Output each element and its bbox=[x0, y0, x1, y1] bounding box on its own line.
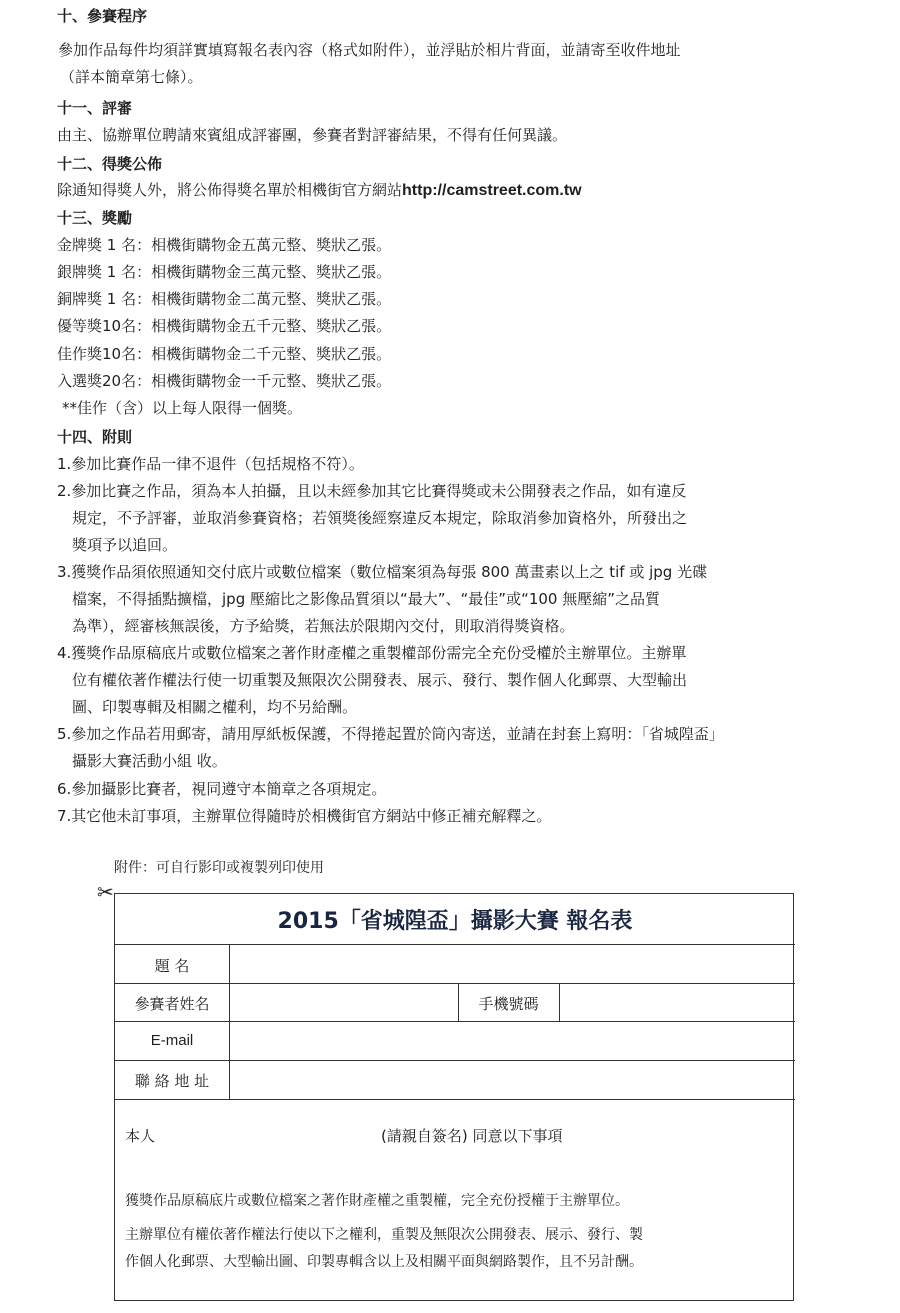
form-title: 2015「省城隍盃」攝影大賽 報名表 bbox=[277, 909, 633, 934]
award-honorable: 佳作獎10名：相機街購物金二千元整、獎狀乙張。 bbox=[57, 345, 392, 363]
form-rule bbox=[115, 983, 795, 984]
consent-clause-1: 獲獎作品原稿底片或數位檔案之著作財產權之重製權，完全充份授權于主辦單位。 bbox=[125, 1193, 629, 1209]
phone-field[interactable] bbox=[561, 985, 793, 1020]
section-heading-awards: 十三、獎勵 bbox=[57, 209, 133, 227]
form-rule bbox=[115, 1099, 795, 1100]
email-field[interactable] bbox=[231, 1023, 793, 1059]
section-heading-rules: 十四、附則 bbox=[57, 428, 133, 446]
rule-line-12: 攝影大賽活動小組 收。 bbox=[72, 752, 227, 770]
rule-line-5: 3.獲獎作品須依照通知交付底片或數位檔案（數位檔案須為每張 800 萬畫素以上之 tif 或 jpg 光碟 bbox=[57, 563, 708, 581]
rule-line-13: 6.參加攝影比賽者，視同遵守本簡章之各項規定。 bbox=[57, 780, 387, 798]
label-title: 題 名 bbox=[154, 957, 190, 975]
award-gold: 金牌獎 1 名：相機街購物金五萬元整、獎狀乙張。 bbox=[57, 236, 392, 254]
awards-note: **佳作（含）以上每人限得一個獎。 bbox=[62, 399, 303, 417]
form-rule bbox=[115, 944, 795, 945]
form-rule bbox=[115, 1021, 795, 1022]
section-heading-procedure: 十、參賽程序 bbox=[57, 7, 148, 25]
consent-signature-label: (請親自簽名) 同意以下事項 bbox=[381, 1127, 563, 1145]
name-field[interactable] bbox=[231, 985, 457, 1020]
form-rule bbox=[559, 983, 560, 1021]
address-field[interactable] bbox=[231, 1062, 793, 1098]
consent-clause-2-line-1: 主辦單位有權依著作權法行使以下之權利，重製及無限次公開發表、展示、發行、製 bbox=[125, 1227, 643, 1243]
rule-line-2: 2.參加比賽之作品，須為本人拍攝，且以未經參加其它比賽得獎或未公開發表之作品，如有違反 bbox=[57, 482, 687, 500]
rule-line-6: 檔案，不得插點擴檔，jpg 壓縮比之影像品質須以“最大”、“最佳”或“100 無壓縮”之品質 bbox=[72, 590, 661, 608]
section-heading-judging: 十一、評審 bbox=[57, 99, 133, 117]
consent-clause-2-line-2: 作個人化郵票、大型輸出圖、印製專輯含以上及相關平面與網路製作，且不另計酬。 bbox=[125, 1254, 643, 1270]
rule-line-9: 位有權依著作權法行使一切重製及無限次公開發表、展示、發行、製作個人化郵票、大型輸出 bbox=[72, 671, 688, 689]
label-address: 聯 絡 地 址 bbox=[134, 1072, 210, 1090]
scissors-icon: ✂ bbox=[97, 880, 114, 904]
judging-line-1: 由主、協辦單位聘請來賓組成評審團，參賽者對評審結果，不得有任何異議。 bbox=[57, 126, 568, 144]
rule-line-3: 規定，不予評審，並取消參賽資格；若領獎後經察違反本規定，除取消參加資格外，所發出之 bbox=[72, 509, 688, 527]
rule-line-4: 獎項予以追回。 bbox=[72, 536, 178, 554]
label-phone: 手機號碼 bbox=[478, 995, 539, 1013]
rule-line-10: 圖、印製專輯及相關之權利，均不另給酬。 bbox=[72, 698, 358, 716]
award-excellence: 優等獎10名：相機街購物金五千元整、獎狀乙張。 bbox=[57, 317, 392, 335]
award-bronze: 銅牌獎 1 名：相機街購物金二萬元整、獎狀乙張。 bbox=[57, 290, 392, 308]
rule-line-8: 4.獲獎作品原稿底片或數位檔案之著作財產權之重製權部份需完全充份受權於主辦單位。主辦單 bbox=[57, 644, 687, 662]
section-heading-announcement: 十二、得獎公佈 bbox=[57, 155, 163, 173]
procedure-line-2: （詳本簡章第七條）。 bbox=[60, 68, 203, 86]
procedure-line-1: 參加作品每件均須詳實填寫報名表內容（格式如附件），並浮貼於相片背面，並請寄至收件地址 bbox=[58, 41, 681, 59]
form-rule bbox=[229, 944, 230, 1099]
label-email: E-mail bbox=[150, 1032, 194, 1049]
rule-line-14: 7.其它他未訂事項，主辦單位得隨時於相機街官方網站中修正補充解釋之。 bbox=[57, 807, 552, 825]
form-rule bbox=[115, 1060, 795, 1061]
award-selected: 入選獎20名：相機街購物金一千元整、獎狀乙張。 bbox=[57, 372, 392, 390]
announcement-text: 除通知得獎人外，將公佈得獎名單於相機街官方網站 bbox=[57, 181, 403, 199]
official-site-link[interactable]: http://camstreet.com.tw bbox=[402, 182, 582, 199]
label-name: 參賽者姓名 bbox=[134, 995, 210, 1013]
rule-line-1: 1.參加比賽作品一律不退件（包括規格不符）。 bbox=[57, 455, 364, 473]
attachment-note: 附件：可自行影印或複製列印使用 bbox=[114, 860, 324, 876]
rule-line-11: 5.參加之作品若用郵寄，請用厚紙板保護，不得捲起置於筒內寄送，並請在封套上寫明：「省城隍盃」 bbox=[57, 725, 724, 743]
title-field[interactable] bbox=[231, 946, 793, 982]
registration-form bbox=[114, 893, 794, 1301]
announcement-line bbox=[57, 180, 900, 201]
award-silver: 銀牌獎 1 名：相機街購物金三萬元整、獎狀乙張。 bbox=[57, 263, 392, 281]
rule-line-7: 為準），經審核無誤後，方予給獎，若無法於限期內交付，則取消得獎資格。 bbox=[72, 617, 575, 635]
consent-self-label: 本人 bbox=[125, 1127, 156, 1145]
